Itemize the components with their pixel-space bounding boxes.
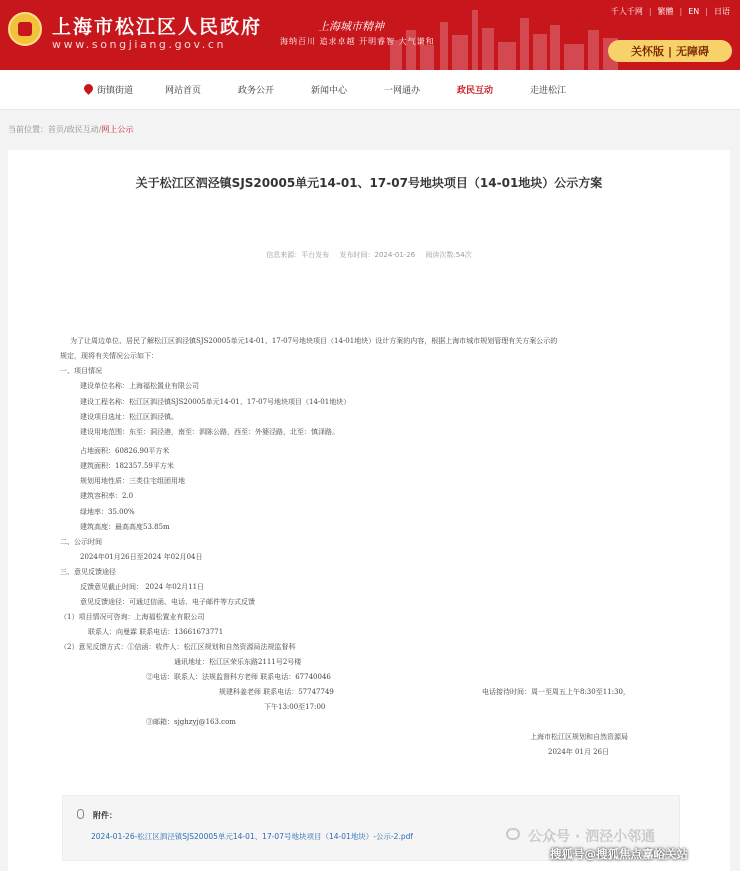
attachment-link[interactable]: 2024-01-26-松江区泗泾镇SJS20005单元14-01、17-07号地块项目（14-01地块）-公示-2.pdf	[91, 832, 413, 841]
divider: |	[705, 7, 708, 16]
body-line: 规定，现将有关情况公示如下：	[60, 352, 158, 360]
nav-item-gov-open[interactable]: 政务公开	[238, 86, 275, 96]
top-link-traditional[interactable]: 繁體	[657, 7, 674, 16]
date-line: 2024年 01月 26日	[548, 748, 610, 756]
body-line: 2024年01月26日至2024 年02月04日	[80, 553, 203, 561]
attachment-label: 附件：	[93, 811, 117, 820]
breadcrumb-current[interactable]: 网上公示	[101, 125, 134, 134]
body-line: 建筑容积率：2.0	[80, 492, 134, 500]
body-line: 通讯地址：松江区荣乐东路2111号2号楼	[174, 658, 302, 666]
content-card	[8, 150, 730, 871]
body-line: 建设项目选址：松江区泗泾镇。	[80, 413, 178, 421]
body-line: 为了让周边单位、居民了解松江区泗泾镇SJS20005单元14-01、17-07号地块项目（14-01地块）设计方案的内容，根据上海市城市规划管理有关方案公示的	[70, 337, 558, 345]
divider: |	[679, 7, 683, 16]
top-links	[611, 6, 730, 17]
body-line: 建设单位名称：上海福松置业有限公司	[80, 382, 199, 390]
location-pin-icon	[82, 82, 95, 95]
breadcrumb-prefix: 当前位置：	[8, 125, 48, 134]
body-line: （1）项目情况可咨询：上海福松置业有限公司	[60, 613, 205, 621]
nav-item-streets[interactable]: 街镇街道	[97, 86, 134, 96]
barrier-free-button[interactable]: 无障碍	[676, 45, 710, 58]
body-line: 建设工程名称：松江区泗泾镇SJS20005单元14-01、17-07号地块项目（14-01地块）	[80, 398, 351, 406]
wechat-watermark: 公众号 · 泗泾小邻通	[528, 829, 656, 845]
main-nav	[0, 70, 740, 110]
body-line: 意见反馈途径：可通过信函、电话、电子邮件等方式反馈	[80, 598, 255, 606]
issuer-line: 上海市松江区规划和自然资源局	[530, 733, 628, 741]
paperclip-icon	[77, 809, 84, 819]
body-line: 建设用地范围：东至：洞泾港，南至：泗陈公路，西至：外婆泾路，北至：慎泽路。	[80, 428, 339, 436]
body-line: 建筑高度：最高高度53.85m	[80, 523, 170, 531]
sohu-watermark: 搜狐号@搜狐焦点嘉峪关站	[550, 847, 688, 861]
body-line: 规划用地性质：三类住宅组团用地	[80, 477, 185, 485]
body-line: （2）意见反馈方式：①信函：收件人：松江区规划和自然资源局法规监督科	[60, 643, 296, 651]
page-title: 关于松江区泗泾镇SJS20005单元14-01、17-07号地块项目（14-01地块）公示方案	[135, 176, 603, 190]
body-line: 电话接待时间：周一至周五上午8:30至11:30，	[482, 688, 630, 696]
national-emblem-icon[interactable]	[8, 12, 42, 46]
care-mode-button[interactable]: 关怀版	[630, 45, 664, 58]
nav-item-about-songjiang[interactable]: 走进松江	[530, 86, 567, 96]
body-line: ②电话：联系人：法规监督科方老师 联系电话：67740046	[146, 673, 331, 681]
accessibility-buttons	[608, 40, 732, 62]
nav-item-home[interactable]: 网站首页	[165, 86, 202, 96]
breadcrumb-path[interactable]: 首页/政民互动/	[48, 125, 102, 134]
divider: |	[667, 44, 673, 58]
top-link-japanese[interactable]: 日语	[714, 7, 730, 16]
divider: |	[648, 7, 652, 16]
site-title[interactable]: 上海市松江区人民政府	[52, 16, 263, 38]
body-line: 规建科姜老师 联系电话：57747749	[219, 688, 334, 696]
wechat-icon	[506, 828, 520, 840]
document-meta: 信息来源：平台发布 发布时间：2024-01-26 阅读次数:54次	[266, 251, 472, 259]
top-link-personalized[interactable]: 千人千网	[610, 7, 643, 16]
top-link-english[interactable]: EN	[688, 7, 700, 16]
site-url: www.songjiang.gov.cn	[52, 38, 227, 51]
body-line: 建筑面积：182357.59平方米	[80, 462, 174, 470]
city-spirit-slogan: 上海城市精神	[318, 20, 384, 33]
body-line: 联系人：向曼霖 联系电话：13661673771	[88, 628, 224, 636]
nav-item-news[interactable]: 新闻中心	[311, 86, 348, 96]
site-header	[0, 0, 740, 70]
nav-item-interaction[interactable]: 政民互动	[457, 86, 494, 96]
body-line: 下午13:00至17:00	[264, 703, 326, 711]
section-heading: 一、项目情况	[60, 367, 102, 375]
nav-item-one-network[interactable]: 一网通办	[384, 86, 421, 96]
section-heading: 二、公示时间	[60, 538, 102, 546]
city-spirit-subtitle: 海纳百川 追求卓越 开明睿智 大气谦和	[280, 37, 435, 46]
breadcrumb	[8, 124, 133, 135]
body-line: 反馈意见截止时间： 2024 年02月11日	[80, 583, 205, 591]
body-line: 绿地率：35.00%	[80, 508, 135, 516]
body-line: 占地面积：60826.90平方米	[80, 447, 170, 455]
section-heading: 三、意见反馈途径	[60, 568, 116, 576]
email-line: ③邮箱：sjghzyj@163.com	[146, 718, 236, 726]
